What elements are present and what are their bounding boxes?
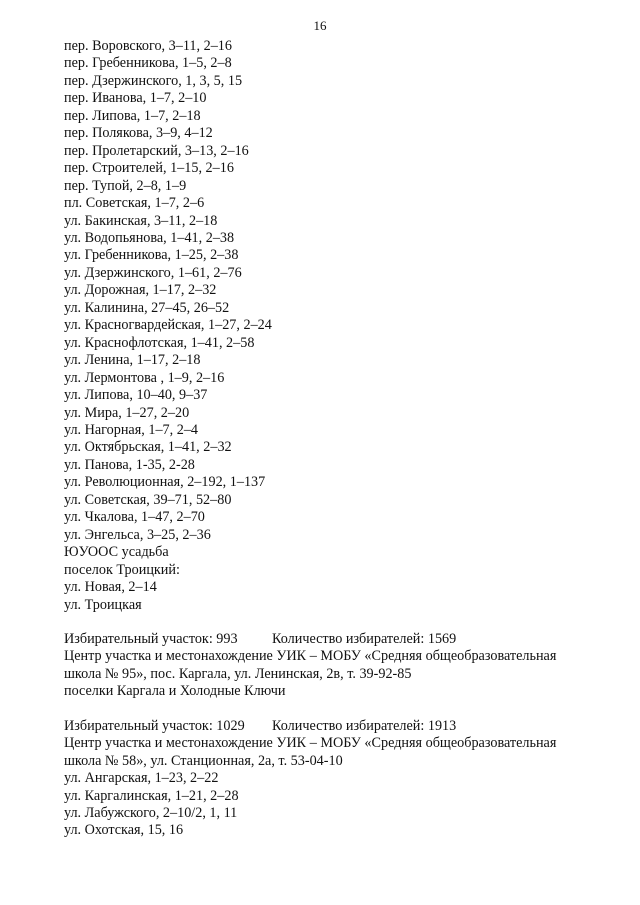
- precinct-center: Центр участка и местонахождение УИК – МОБУ «Средняя общеобразовательная: [64, 648, 557, 665]
- section-gap: [64, 701, 624, 718]
- precinct-addresses: [64, 770, 624, 840]
- address-line: пер. Иванова, 1–7, 2–10: [64, 90, 207, 107]
- address-line: ул. Советская, 39–71, 52–80: [64, 491, 232, 508]
- address-line: ЮУООС усадьба: [64, 544, 169, 561]
- precinct-header: [64, 631, 624, 648]
- address-line: поселок Троицкий:: [64, 561, 180, 578]
- address-line: ул. Нагорная, 1–7, 2–4: [64, 421, 199, 438]
- address-line: ул. Калинина, 27–45, 26–52: [64, 299, 230, 316]
- address-line: пер. Гребенникова, 1–5, 2–8: [64, 55, 232, 72]
- address-line: ул. Охотская, 15, 16: [64, 822, 184, 839]
- address-line: ул. Чкалова, 1–47, 2–70: [64, 509, 205, 526]
- precinct-number: Избирательный участок: 993: [64, 630, 238, 647]
- address-line: ул. Мира, 1–27, 2–20: [64, 404, 190, 421]
- address-line: ул. Дзержинского, 1–61, 2–76: [64, 264, 242, 281]
- address-line: ул. Лермонтова , 1–9, 2–16: [64, 369, 225, 386]
- address-line: ул. Новая, 2–14: [64, 579, 157, 596]
- address-line: пер. Пролетарский, 3–13, 2–16: [64, 142, 249, 159]
- address-list-top: [64, 38, 624, 614]
- precinct-center-cont: школа № 58», ул. Станционная, 2а, т. 53-04-10: [64, 752, 343, 769]
- address-line: пер. Полякова, 3–9, 4–12: [64, 125, 213, 142]
- address-line: ул. Революционная, 2–192, 1–137: [64, 474, 266, 491]
- section-gap: [64, 614, 624, 631]
- address-line: ул. Дорожная, 1–17, 2–32: [64, 282, 217, 299]
- address-line: поселки Каргала и Холодные Ключи: [64, 683, 286, 700]
- address-line: ул. Липова, 10–40, 9–37: [64, 387, 208, 404]
- precinct-number: Избирательный участок: 1029: [64, 717, 245, 734]
- address-line: пл. Советская, 1–7, 2–6: [64, 195, 205, 212]
- address-line: пер. Строителей, 1–15, 2–16: [64, 160, 234, 177]
- address-line: ул. Энгельса, 3–25, 2–36: [64, 526, 211, 543]
- address-line: ул. Красногвардейская, 1–27, 2–24: [64, 317, 272, 334]
- address-line: ул. Гребенникова, 1–25, 2–38: [64, 247, 239, 264]
- precinct-center: Центр участка и местонахождение УИК – МОБУ «Средняя общеобразовательная: [64, 735, 557, 752]
- address-line: ул. Каргалинская, 1–21, 2–28: [64, 787, 239, 804]
- address-line: пер. Воровского, 3–11, 2–16: [64, 38, 232, 54]
- address-line: ул. Водопьянова, 1–41, 2–38: [64, 229, 235, 246]
- precinct-center-cont: школа № 95», пос. Каргала, ул. Ленинская, 2в, т. 39-92-85: [64, 665, 412, 682]
- address-line: ул. Лабужского, 2–10/2, 1, 11: [64, 805, 238, 822]
- address-line: ул. Ленина, 1–17, 2–18: [64, 352, 201, 369]
- voter-count: Количество избирателей: 1913: [272, 717, 457, 734]
- address-line: пер. Липова, 1–7, 2–18: [64, 107, 201, 124]
- address-line: пер. Тупой, 2–8, 1–9: [64, 177, 187, 194]
- voter-count: Количество избирателей: 1569: [272, 630, 457, 647]
- address-line: ул. Ангарская, 1–23, 2–22: [64, 770, 219, 787]
- address-line: ул. Троицкая: [64, 596, 142, 613]
- precinct-1029: [64, 718, 624, 840]
- page-number: 16: [313, 18, 327, 33]
- address-line: ул. Краснофлотская, 1–41, 2–58: [64, 334, 255, 351]
- precinct-addresses: [64, 683, 624, 700]
- address-line: пер. Дзержинского, 1, 3, 5, 15: [64, 72, 243, 89]
- address-line: ул. Октябрьская, 1–41, 2–32: [64, 439, 232, 456]
- document-body: [64, 38, 624, 840]
- address-line: ул. Бакинская, 3–11, 2–18: [64, 212, 218, 229]
- address-line: ул. Панова, 1-35, 2-28: [64, 456, 195, 473]
- precinct-header: [64, 718, 624, 735]
- precinct-993: [64, 631, 624, 701]
